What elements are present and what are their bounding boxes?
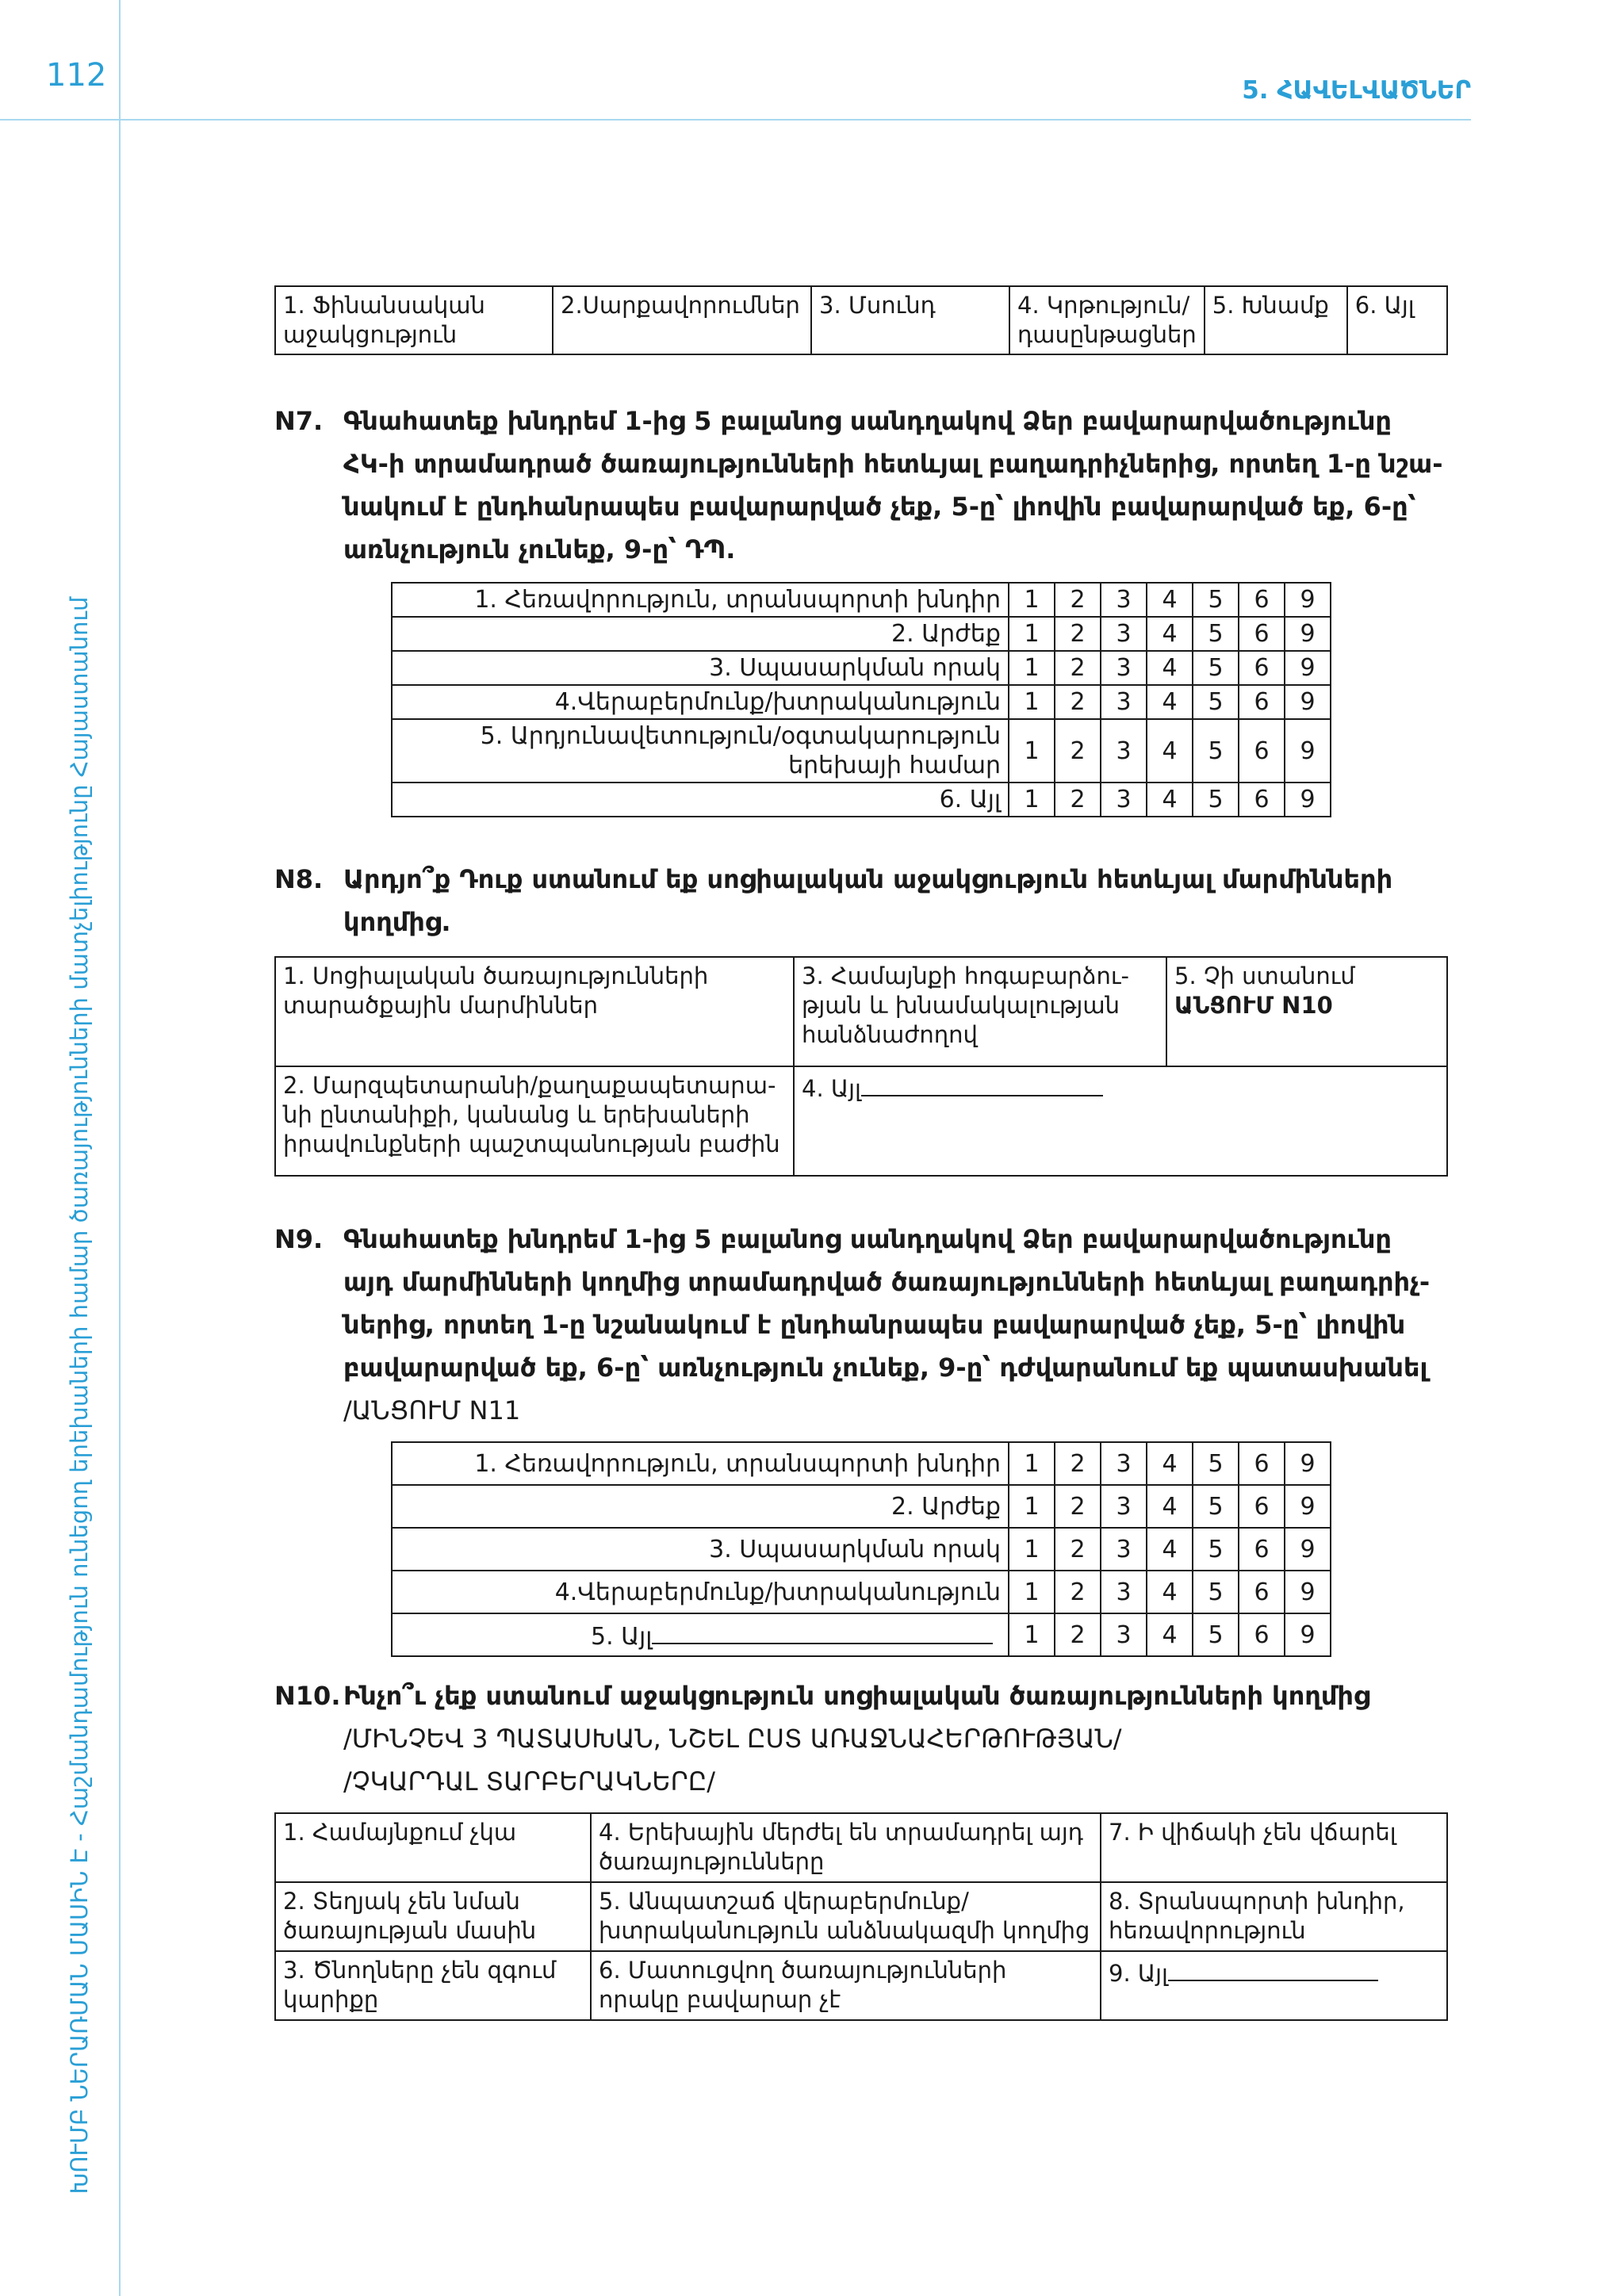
rating-row [392, 1613, 1331, 1656]
rating-option[interactable]: 5 [1193, 719, 1239, 783]
rating-option[interactable]: 2 [1055, 719, 1101, 783]
n9-rating-table [391, 1441, 1331, 1657]
rating-option[interactable]: 1 [1009, 617, 1055, 651]
rating-option[interactable]: 2 [1055, 651, 1101, 685]
rating-option[interactable]: 6 [1239, 617, 1285, 651]
option-cell: 1. Սոցիալական ծառայությունների տարածքային մարմիններ [275, 957, 794, 1066]
question-n7 [274, 400, 1464, 574]
rating-option[interactable]: 3 [1101, 583, 1147, 617]
option-cell: 2. Մարզպետարանի/քաղաքապետարա-նի ընտանիքի, կանանց և երեխաների իրավունքների պաշտպանության բաժին [275, 1066, 794, 1176]
rating-option[interactable]: 6 [1239, 583, 1285, 617]
rating-option[interactable]: 3 [1101, 617, 1147, 651]
rating-option[interactable]: 2 [1055, 1528, 1101, 1571]
rating-row-label [392, 651, 1009, 685]
rating-option[interactable]: 1 [1009, 583, 1055, 617]
rating-row-label [392, 1571, 1009, 1613]
rating-option[interactable]: 1 [1009, 783, 1055, 817]
question-line: /ՄԻՆՉԵՎ 3 ՊԱՏԱՍԽԱՆ, ՆՇԵԼ ԸՍՏ ԱՌԱՋՆԱՀԵՐԹՈՒԹՅԱՆ/ [343, 1724, 1122, 1754]
question-line: /ՉԿԱՐԴԱԼ ՏԱՐԲԵՐԱԿՆԵՐԸ/ [343, 1766, 716, 1797]
rating-option[interactable]: 9 [1285, 783, 1331, 817]
header-rule [0, 119, 1471, 121]
rating-option[interactable]: 1 [1009, 1571, 1055, 1613]
question-number: N9. [274, 1224, 324, 1254]
rating-option[interactable]: 9 [1285, 1571, 1331, 1613]
option-cell: 4. Երեխային մերժել են տրամադրել այդ ծառայությունները [591, 1813, 1101, 1882]
question-line: բավարարված եք, 6-ը՝ առնչություն չունեք, 9-ը՝ դժվարանում եք պատասխանել [343, 1353, 1428, 1383]
rating-option[interactable]: 5 [1193, 651, 1239, 685]
question-number: N10. [274, 1681, 341, 1711]
option-cell: 1. Ֆինանսական աջակցություն [275, 286, 553, 354]
rating-row-label [392, 719, 1009, 783]
question-line: առնչություն չունեք, 9-ը՝ ԴՊ. [343, 534, 736, 564]
n7-rating-table [391, 582, 1331, 817]
option-cell: 4. Կրթություն/ դասընթացներ [1009, 286, 1205, 354]
question-line: նակում է ընդհանրապես բավարարված չեք, 5-ը՝ լիովին բավարարված եք, 6-ը՝ [343, 492, 1416, 522]
rating-option[interactable]: 3 [1101, 1571, 1147, 1613]
side-title: ԽՈՒՄԲ ՆԵՐԱՌՄԱՆ ՄԱՍԻՆ Է - Հաշմանդամություն ունեցող երեխաների համար ծառայությունների մատչելիությունը Հայաստանում [66, 596, 93, 2195]
rating-option[interactable]: 6 [1239, 685, 1285, 719]
rating-option[interactable]: 3 [1101, 685, 1147, 719]
rating-row-label [392, 783, 1009, 817]
rating-option[interactable]: 3 [1101, 1442, 1147, 1485]
rating-option[interactable]: 3 [1101, 1613, 1147, 1656]
fill-in-line[interactable] [652, 1619, 993, 1644]
question-n10 [274, 1674, 1464, 1803]
option-cell [1166, 957, 1447, 1066]
rating-option[interactable]: 4 [1147, 651, 1193, 685]
rating-option[interactable]: 5 [1193, 1485, 1239, 1528]
rating-row [392, 1485, 1331, 1528]
question-line: Գնահատեք խնդրեմ 1-ից 5 բալանոց սանդղակով Ձեր բավարարվածությունը [343, 1224, 1392, 1254]
rating-option[interactable]: 1 [1009, 1442, 1055, 1485]
chapter-title: 5. ՀԱՎԵԼՎԱԾՆԵՐ [1242, 76, 1471, 105]
question-number: N7. [274, 406, 324, 436]
rating-option[interactable]: 6 [1239, 1528, 1285, 1571]
row-label-text: 3. Սպասարկման որակ [709, 1535, 1001, 1563]
rating-option[interactable]: 9 [1285, 685, 1331, 719]
rating-option[interactable]: 4 [1147, 783, 1193, 817]
n8-options-table [274, 956, 1448, 1177]
rating-option[interactable]: 2 [1055, 1571, 1101, 1613]
option-cell: 3. Ծնողները չեն զգում կարիքը [275, 1951, 591, 2020]
rating-option[interactable]: 2 [1055, 1442, 1101, 1485]
question-line: Գնահատեք խնդրեմ 1-ից 5 բալանոց սանդղակով Ձեր բավարարվածությունը [343, 406, 1392, 436]
rating-option[interactable]: 5 [1193, 685, 1239, 719]
row-label-text: 2. Արժեք [891, 1492, 1001, 1521]
page-number: 112 [46, 57, 107, 94]
rating-option[interactable]: 2 [1055, 685, 1101, 719]
rating-row-label [392, 1613, 1009, 1656]
rating-option[interactable]: 4 [1147, 1485, 1193, 1528]
question-n8 [274, 858, 1464, 945]
rating-option[interactable]: 2 [1055, 617, 1101, 651]
row-label-text: 2. Արժեք [891, 620, 1001, 648]
option-cell: 2. Տեղյակ չեն նման ծառայության մասին [275, 1882, 591, 1951]
row-label-text: 1. Հեռավորություն, տրանսպորտի խնդիր [474, 1449, 1001, 1478]
option-cell: 5. Անպատշաճ վերաբերմունք/ խտրականություն անձնակազմի կողմից [591, 1882, 1101, 1951]
rating-option[interactable]: 9 [1285, 1528, 1331, 1571]
rating-option[interactable]: 5 [1193, 583, 1239, 617]
option-cell: 3. Մսունդ [811, 286, 1009, 354]
question-line: Ինչո՞ւ չեք ստանում աջակցություն սոցիալական ծառայությունների կողմից [343, 1681, 1370, 1711]
option-cell: 6. Մատուցվող ծառայությունների որակը բավարար չէ [591, 1951, 1101, 2020]
rating-row [392, 583, 1331, 617]
rating-option[interactable]: 3 [1101, 651, 1147, 685]
rating-option[interactable]: 6 [1239, 1485, 1285, 1528]
row-label-text: 3. Սպասարկման որակ [709, 654, 1001, 682]
rating-row [392, 1442, 1331, 1485]
option-cell: 7. Ի վիճակի չեն վճարել [1101, 1813, 1447, 1882]
rating-option[interactable]: 9 [1285, 719, 1331, 783]
rating-row [392, 617, 1331, 651]
row-label-text: 1. Հեռավորություն, տրանսպորտի խնդիր [474, 586, 1001, 614]
fill-in-line[interactable] [861, 1071, 1103, 1096]
rating-option[interactable]: 9 [1285, 1442, 1331, 1485]
n10-options-table [274, 1812, 1448, 2021]
rating-option[interactable]: 9 [1285, 651, 1331, 685]
question-line: կողմից. [343, 907, 451, 937]
rating-row-label [392, 1485, 1009, 1528]
rating-row-label [392, 1528, 1009, 1571]
option-label: 5. Չի ստանում [1174, 962, 1355, 989]
row-label-text: 5. Այլ [591, 1622, 653, 1651]
rating-option[interactable]: 1 [1009, 651, 1055, 685]
rating-row [392, 1571, 1331, 1613]
rating-row [392, 685, 1331, 719]
rating-option[interactable]: 5 [1193, 617, 1239, 651]
option-cell: 8. Տրանսպորտի խնդիր, հեռավորություն [1101, 1882, 1447, 1951]
row-label-text: 5. Արդյունավետություն/օգտակարություն երեխայի համար [480, 722, 1001, 779]
rating-option[interactable]: 4 [1147, 685, 1193, 719]
option-label: 4. Այլ [802, 1075, 861, 1102]
option-label: 9. Այլ [1109, 1960, 1168, 1987]
options-table-top [274, 285, 1448, 355]
rating-option[interactable]: 3 [1101, 719, 1147, 783]
option-cell [794, 1066, 1447, 1176]
rating-option[interactable]: 3 [1101, 1485, 1147, 1528]
rating-option[interactable]: 5 [1193, 1528, 1239, 1571]
rating-option[interactable]: 5 [1193, 1571, 1239, 1613]
rating-row-label [392, 617, 1009, 651]
margin-rule [119, 0, 121, 2296]
question-line: ներից, որտեղ 1-ը նշանակում է ընդհանրապես բավարարված չեք, 5-ը՝ լիովին [343, 1310, 1406, 1340]
row-label-text: 4.Վերաբերմունք/խտրականություն [554, 688, 1001, 716]
rating-option[interactable]: 4 [1147, 583, 1193, 617]
rating-option[interactable]: 2 [1055, 583, 1101, 617]
skip-instruction: ԱՆՑՈՒՄ N10 [1174, 992, 1333, 1019]
rating-option[interactable]: 4 [1147, 1528, 1193, 1571]
rating-option[interactable]: 5 [1193, 1613, 1239, 1656]
rating-option[interactable]: 5 [1193, 783, 1239, 817]
rating-option[interactable]: 5 [1193, 1442, 1239, 1485]
rating-row-label [392, 1442, 1009, 1485]
rating-row [392, 651, 1331, 685]
rating-option[interactable]: 1 [1009, 719, 1055, 783]
row-label-text: 6. Այլ [939, 786, 1001, 813]
option-cell: 5. Խնամք [1205, 286, 1347, 354]
rating-option[interactable]: 6 [1239, 1571, 1285, 1613]
rating-option[interactable]: 1 [1009, 1613, 1055, 1656]
rating-option[interactable]: 2 [1055, 783, 1101, 817]
rating-option[interactable]: 4 [1147, 617, 1193, 651]
rating-row-label [392, 685, 1009, 719]
rating-option[interactable]: 4 [1147, 719, 1193, 783]
rating-option[interactable]: 9 [1285, 583, 1331, 617]
question-line: ՀԿ-ի տրամադրած ծառայությունների հետևյալ բաղադրիչներից, որտեղ 1-ը նշա- [343, 449, 1443, 479]
rating-option[interactable]: 3 [1101, 783, 1147, 817]
rating-option[interactable]: 4 [1147, 1571, 1193, 1613]
rating-option[interactable]: 6 [1239, 719, 1285, 783]
rating-option[interactable]: 2 [1055, 1613, 1101, 1656]
rating-option[interactable]: 4 [1147, 1613, 1193, 1656]
option-cell [1101, 1951, 1447, 2020]
option-cell: 6. Այլ [1347, 286, 1447, 354]
rating-option[interactable]: 9 [1285, 1485, 1331, 1528]
question-line: այդ մարմինների կողմից տրամադրված ծառայությունների հետևյալ բաղադրիչ- [343, 1267, 1431, 1297]
rating-option[interactable]: 2 [1055, 1485, 1101, 1528]
question-n9 [274, 1218, 1464, 1432]
question-number: N8. [274, 864, 324, 894]
rating-row [392, 1528, 1331, 1571]
rating-row [392, 783, 1331, 817]
rating-option[interactable]: 6 [1239, 1613, 1285, 1656]
fill-in-line[interactable] [1168, 1956, 1378, 1981]
rating-option[interactable]: 1 [1009, 1528, 1055, 1571]
rating-option[interactable]: 6 [1239, 1442, 1285, 1485]
option-cell: 3. Համայնքի հոգաբարձու-թյան և խնամակալության հանձնաժողով [794, 957, 1166, 1066]
rating-option[interactable]: 1 [1009, 1485, 1055, 1528]
rating-row [392, 719, 1331, 783]
rating-option[interactable]: 4 [1147, 1442, 1193, 1485]
rating-option[interactable]: 9 [1285, 1613, 1331, 1656]
option-cell: 1. Համայնքում չկա [275, 1813, 591, 1882]
row-label-text: 4.Վերաբերմունք/խտրականություն [554, 1578, 1001, 1606]
option-cell: 2.Սարքավորումներ [553, 286, 811, 354]
rating-option[interactable]: 3 [1101, 1528, 1147, 1571]
rating-option[interactable]: 6 [1239, 783, 1285, 817]
rating-option[interactable]: 1 [1009, 685, 1055, 719]
rating-row-label [392, 583, 1009, 617]
rating-option[interactable]: 6 [1239, 651, 1285, 685]
question-line: /ԱՆՑՈՒՄ N11 [343, 1395, 521, 1425]
rating-option[interactable]: 9 [1285, 617, 1331, 651]
question-line: Արդյո՞ք Դուք ստանում եք սոցիալական աջակցություն հետևյալ մարմինների [343, 864, 1393, 894]
